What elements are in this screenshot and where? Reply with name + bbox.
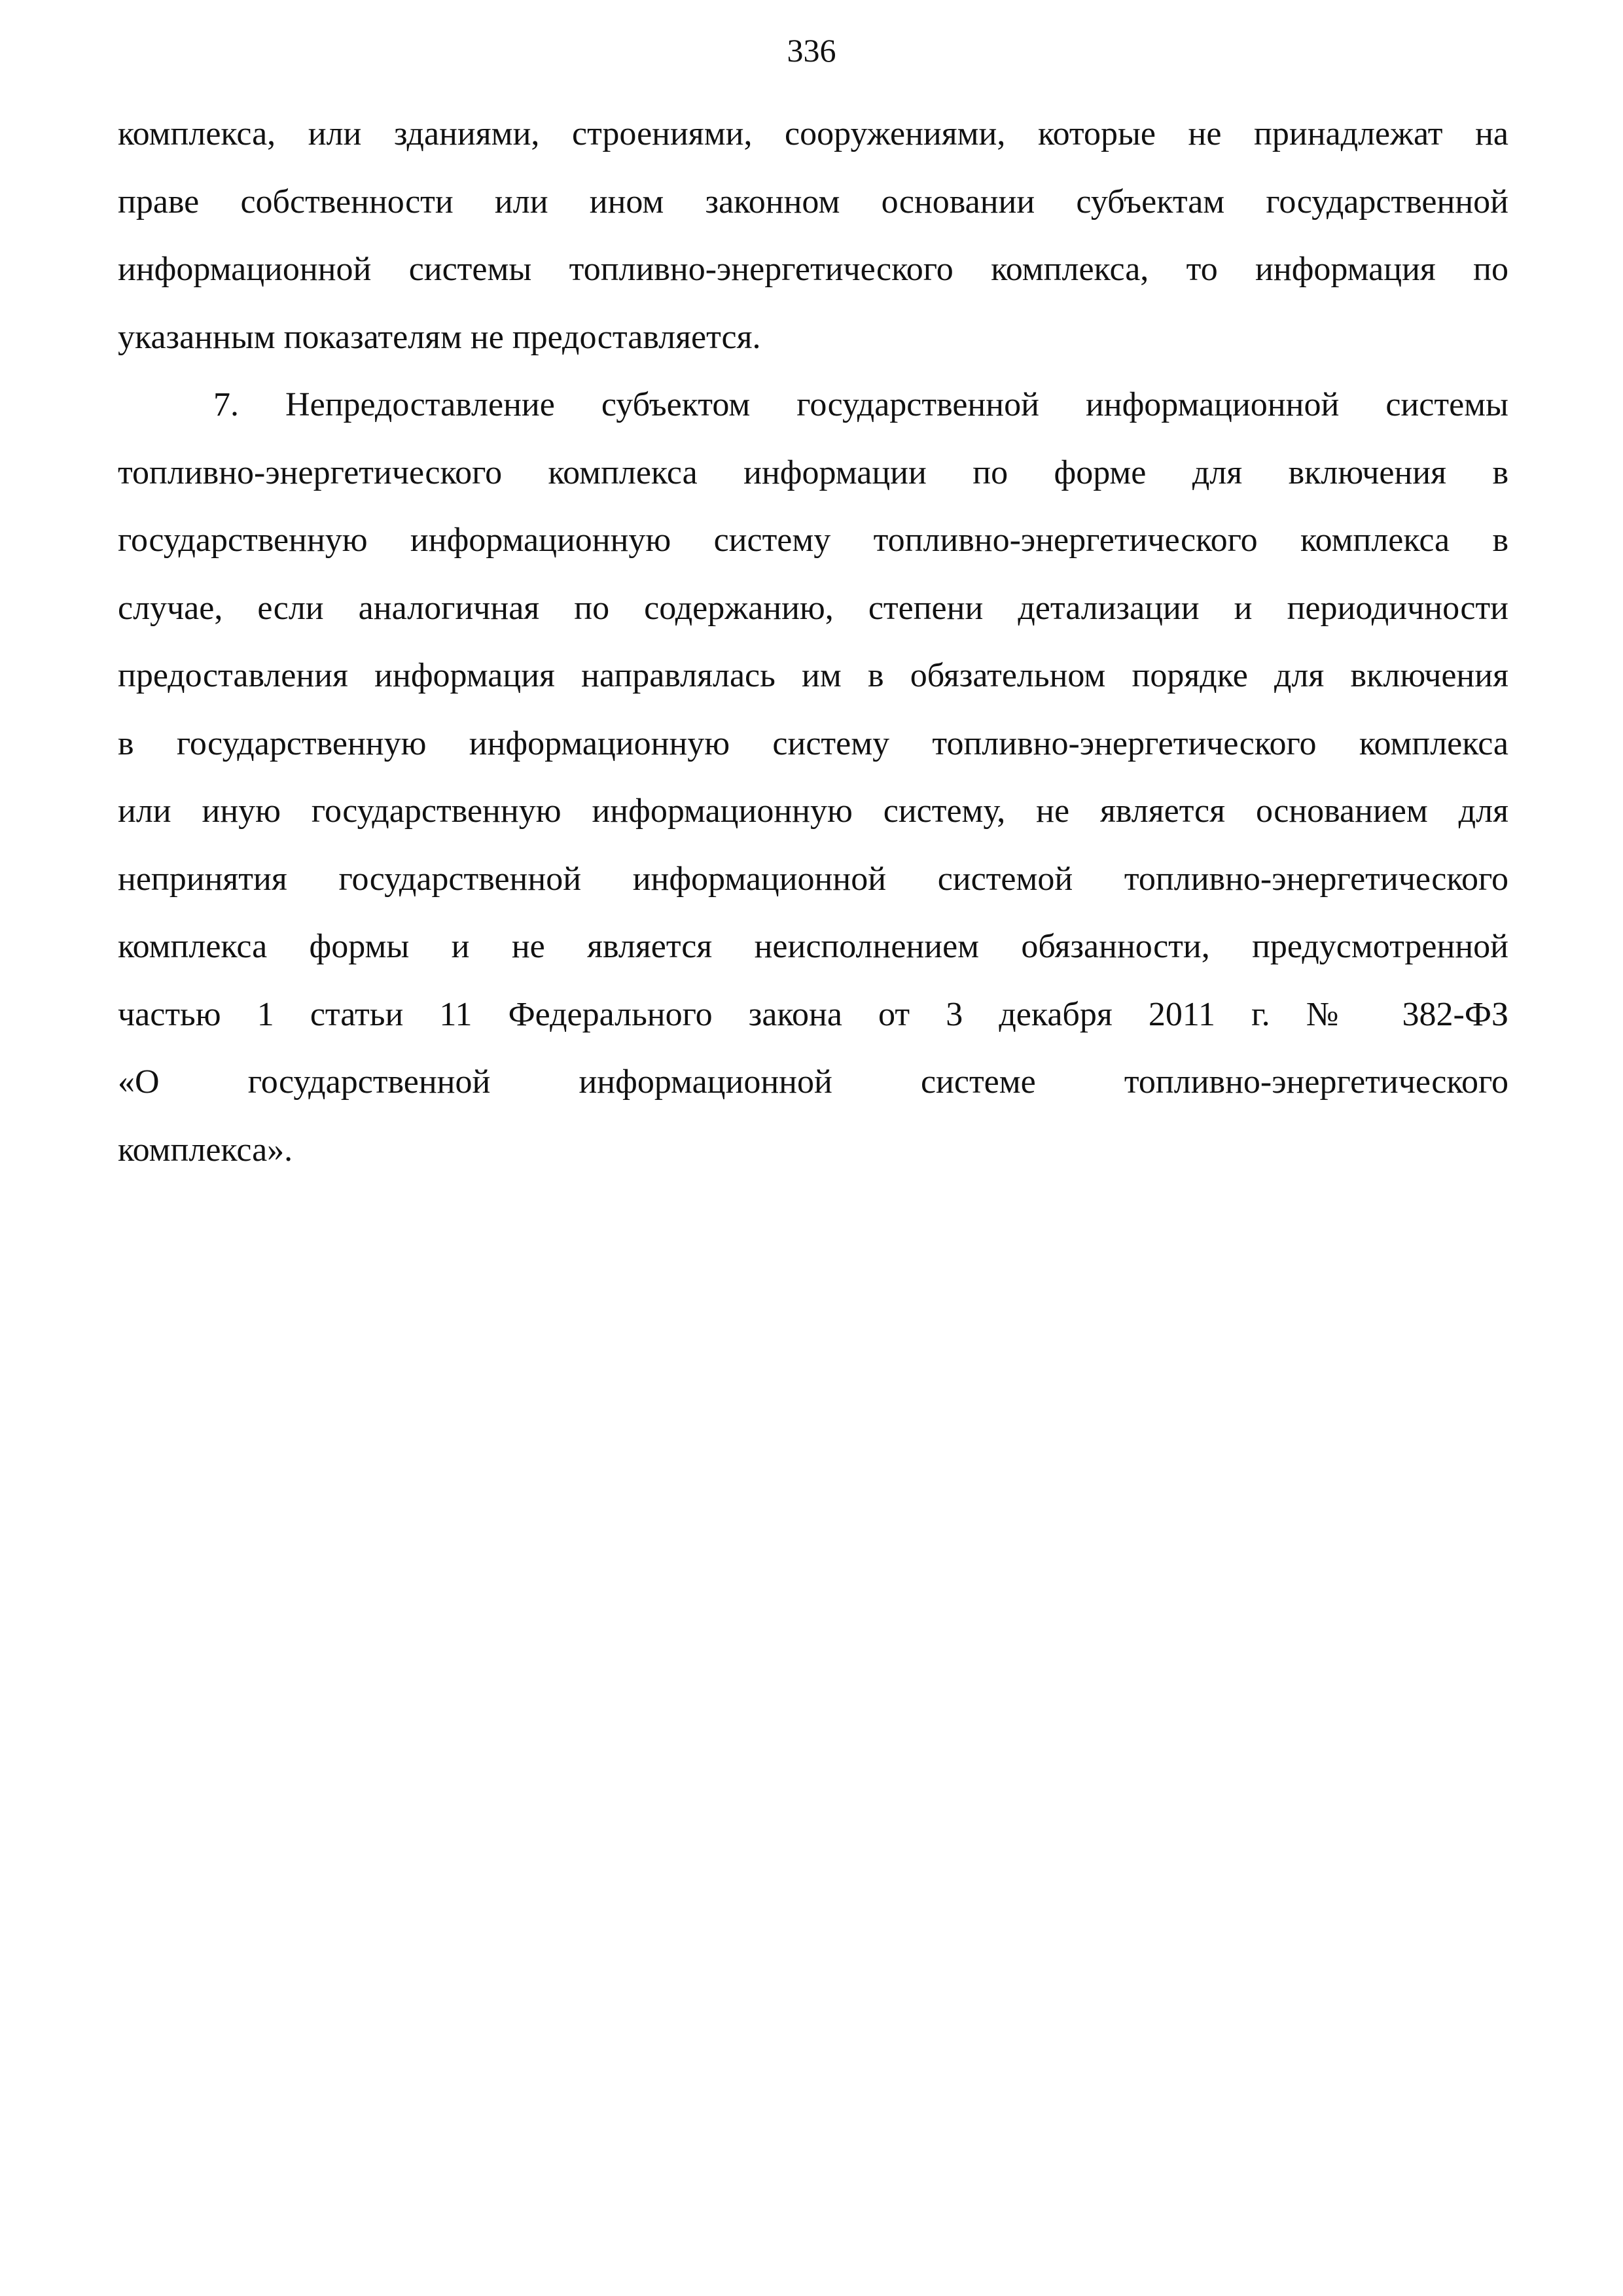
- text-line: праве собственности или ином законном основании субъектам государственной: [118, 183, 1508, 221]
- paragraph-continuation: [118, 100, 1508, 371]
- text-line: государственную информационную систему топливно-энергетического комплекса в: [118, 521, 1508, 559]
- text-line: комплекса формы и не является неисполнением обязанности, предусмотренной: [118, 928, 1508, 965]
- text-line: 7. Непредоставление субъектом государственной информационной системы: [213, 386, 1508, 423]
- document-body: [118, 100, 1508, 1184]
- text-line: в государственную информационную систему топливно-энергетического комплекса: [118, 724, 1508, 762]
- text-line: предоставления информация направлялась им в обязательном порядке для включения: [118, 657, 1508, 694]
- text-line: указанным показателям не предоставляется.: [118, 318, 761, 356]
- text-line: информационной системы топливно-энергетического комплекса, то информация по: [118, 251, 1508, 288]
- paragraph-item-7: [118, 371, 1508, 1184]
- text-line: комплекса, или зданиями, строениями, сооружениями, которые не принадлежат на: [118, 115, 1508, 152]
- text-line: «О государственной информационной системе топливно-энергетического: [118, 1063, 1508, 1101]
- text-line: или иную государственную информационную систему, не является основанием для: [118, 792, 1508, 830]
- text-line: непринятия государственной информационной системой топливно-энергетического: [118, 860, 1508, 898]
- page-number: 336: [787, 32, 836, 69]
- text-line: случае, если аналогичная по содержанию, степени детализации и периодичности: [118, 589, 1508, 627]
- text-line: топливно-энергетического комплекса информации по форме для включения в: [118, 453, 1508, 491]
- text-line: частью 1 статьи 11 Федерального закона от 3 декабря 2011 г. № 382-ФЗ: [118, 995, 1508, 1033]
- text-line: комплекса».: [118, 1131, 293, 1169]
